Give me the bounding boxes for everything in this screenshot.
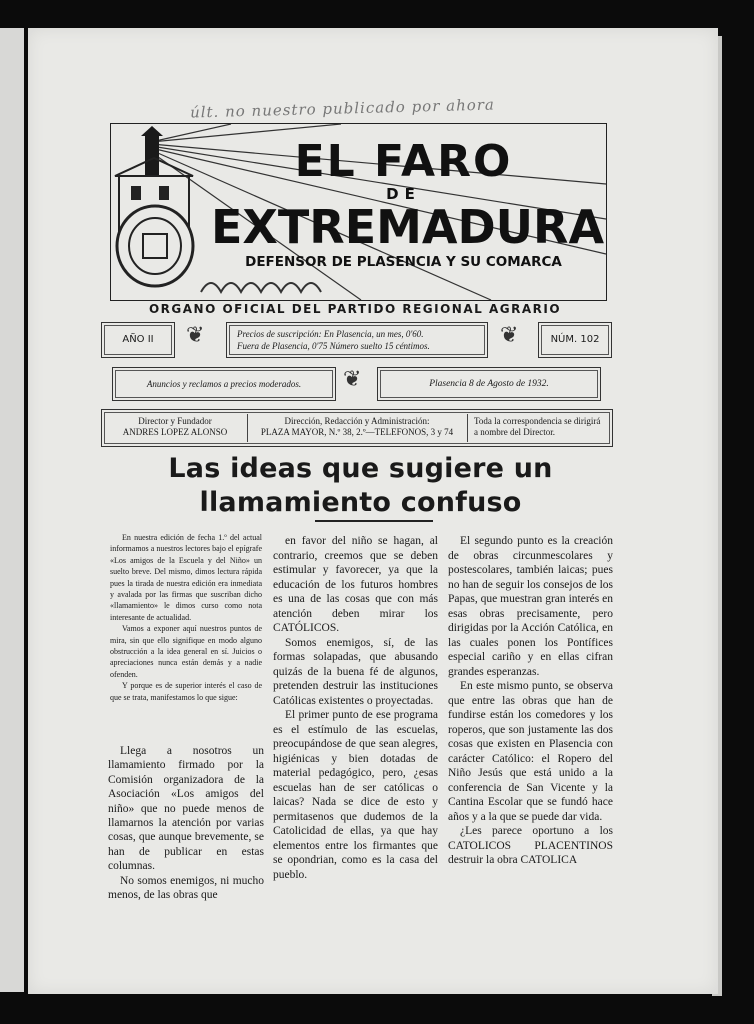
address-text: PLAZA MAYOR, N.º 38, 2.º—TELEFONOS, 3 y 74 (260, 427, 454, 437)
correspondence-note: Toda la correspondencia se dirigirá a nombre del Director. (474, 416, 601, 438)
staff-box (101, 409, 613, 447)
masthead-title-line2: EXTREMADURA (211, 200, 605, 254)
previous-page-edge (0, 28, 24, 992)
article-paragraph: No somos enemigos, ni mucho menos, de las obras que (108, 874, 264, 902)
organ-line: ORGANO OFICIAL DEL PARTIDO REGIONAL AGRARIO (148, 302, 562, 316)
address-label: Dirección, Redacción y Administración: (284, 416, 430, 426)
number-label: NÚM. 102 (550, 334, 600, 345)
prices-box (226, 322, 488, 358)
article-paragraph: El primer punto de ese programa es el estímulo de las escuelas, preocupándose de que sean alegres, higiénicas y bien dotadas de material pedagógico, pero, ¿esas escuelas han de ser católicas o laicas? Nada se dice de esto y permitasenos que dudemos de la Catolicidad de ellas, ya que hay elementos entre los firmantes que se opondrian, como es la casa del pueblo. (273, 709, 438, 881)
article-paragraph: ¿Les parece oportuno a los CATOLICOS PLACENTINOS destruir la obra CATOLICA (448, 825, 613, 866)
article-column-2 (273, 534, 438, 882)
masthead-title-line1: EL FARO (294, 136, 513, 187)
article-paragraph: Llega a nosotros un llamamiento firmado por la Comisión organizadora de la Asociación «Los amigos del niño» que no puede menos de llamarnos la atención por varias cosas, que aunque brevemente, se han de publicar en estas columnas. (108, 745, 264, 873)
article-headline: Las ideas que sugiere un llamamiento confuso (168, 453, 553, 518)
prices-line2: Fuera de Plasencia, 0'75 Número suelto 15 céntimos. (237, 341, 430, 351)
article-column-3 (448, 534, 613, 868)
year-box (101, 322, 175, 358)
masthead-title-de: DE (386, 185, 421, 203)
number-box (538, 322, 612, 358)
ornament-icon: ❦ (343, 366, 362, 391)
ornament-icon: ❦ (186, 322, 205, 347)
date-box (377, 367, 601, 401)
ads-text: Anuncios y reclamos a precios moderados. (146, 379, 302, 389)
article-paragraph: Somos enemigos, sí, de las formas solapadas, que abusando quizás de la buena fé de algunos, pretenden destruir las instituciones Católicas existentes o proyectadas. (273, 636, 438, 707)
director-name: ANDRES LOPEZ ALONSO (122, 427, 228, 437)
article-paragraph: El segundo punto es la creación de obras circunmescolares y postescolares, también laicas; pues no han de seguir los consejos de los Papas, que muestran gran interés en esas obras precisamente, pero dirigidas por la Acción Católica, en las cuales ponen los Pontífices especial cariño y en ellas cifran grandes esperanzas. (448, 535, 613, 678)
article-column-1 (108, 744, 264, 902)
article-paragraph: En este mismo punto, se observa que entre las obras que han de fundirse están los comedores y los roperos, que son justamente las dos cosas que existen en Plasencia con carácter Católico: el Ropero del Niño Jesús que está unido a la conferencia de San Vicente y la Cantina Escolar que se fundó hace años y a la que se puede dar vida. (448, 680, 613, 823)
year-label: AÑO II (122, 334, 154, 345)
issue-date: Plasencia 8 de Agosto de 1932. (429, 379, 549, 389)
headline-rule (315, 520, 433, 522)
ads-box (112, 367, 336, 401)
intro-paragraph: Vamos a exponer aquí nuestros puntos de mira, sin que ello signifique en modo alguno obstrucción a la idea general en sí. Juicios o apreciaciones nunca están demás y a nadie ofenden. (110, 624, 262, 679)
masthead (110, 123, 607, 301)
prices-line1: Precios de suscripción: En Plasencia, un mes, 0'60. (237, 329, 424, 339)
masthead-subtitle: DEFENSOR DE PLASENCIA Y SU COMARCA (245, 254, 562, 270)
article-paragraph: en favor del niño se hagan, al contrario, creemos que se deben estimular y favorecer, ya que la educación de los futuros hombres es una de las cosas que con más atención deben mirar los CATÓLICOS. (273, 535, 438, 634)
intro-paragraph: En nuestra edición de fecha 1.º del actual informamos a nuestros lectores bajo el epígrafe «Los amigos de la Escuela y del Niño» un suelto breve. Del mismo, dimos lectura rápida pues la tirada de nuestra edición era inmediata y avalada por las firmas que suscriban dicho «llamamiento» le dimos curso como nota interesante de actualidad. (110, 533, 262, 622)
article-intro (110, 532, 262, 703)
ornament-icon: ❦ (500, 322, 519, 347)
director-label: Director y Fundador (138, 416, 212, 426)
intro-paragraph: Y porque es de superior interés el caso de que se trata, manifestamos lo que sigue: (110, 681, 262, 702)
handwritten-note: últ. no nuestro publicado por ahora (189, 95, 496, 122)
